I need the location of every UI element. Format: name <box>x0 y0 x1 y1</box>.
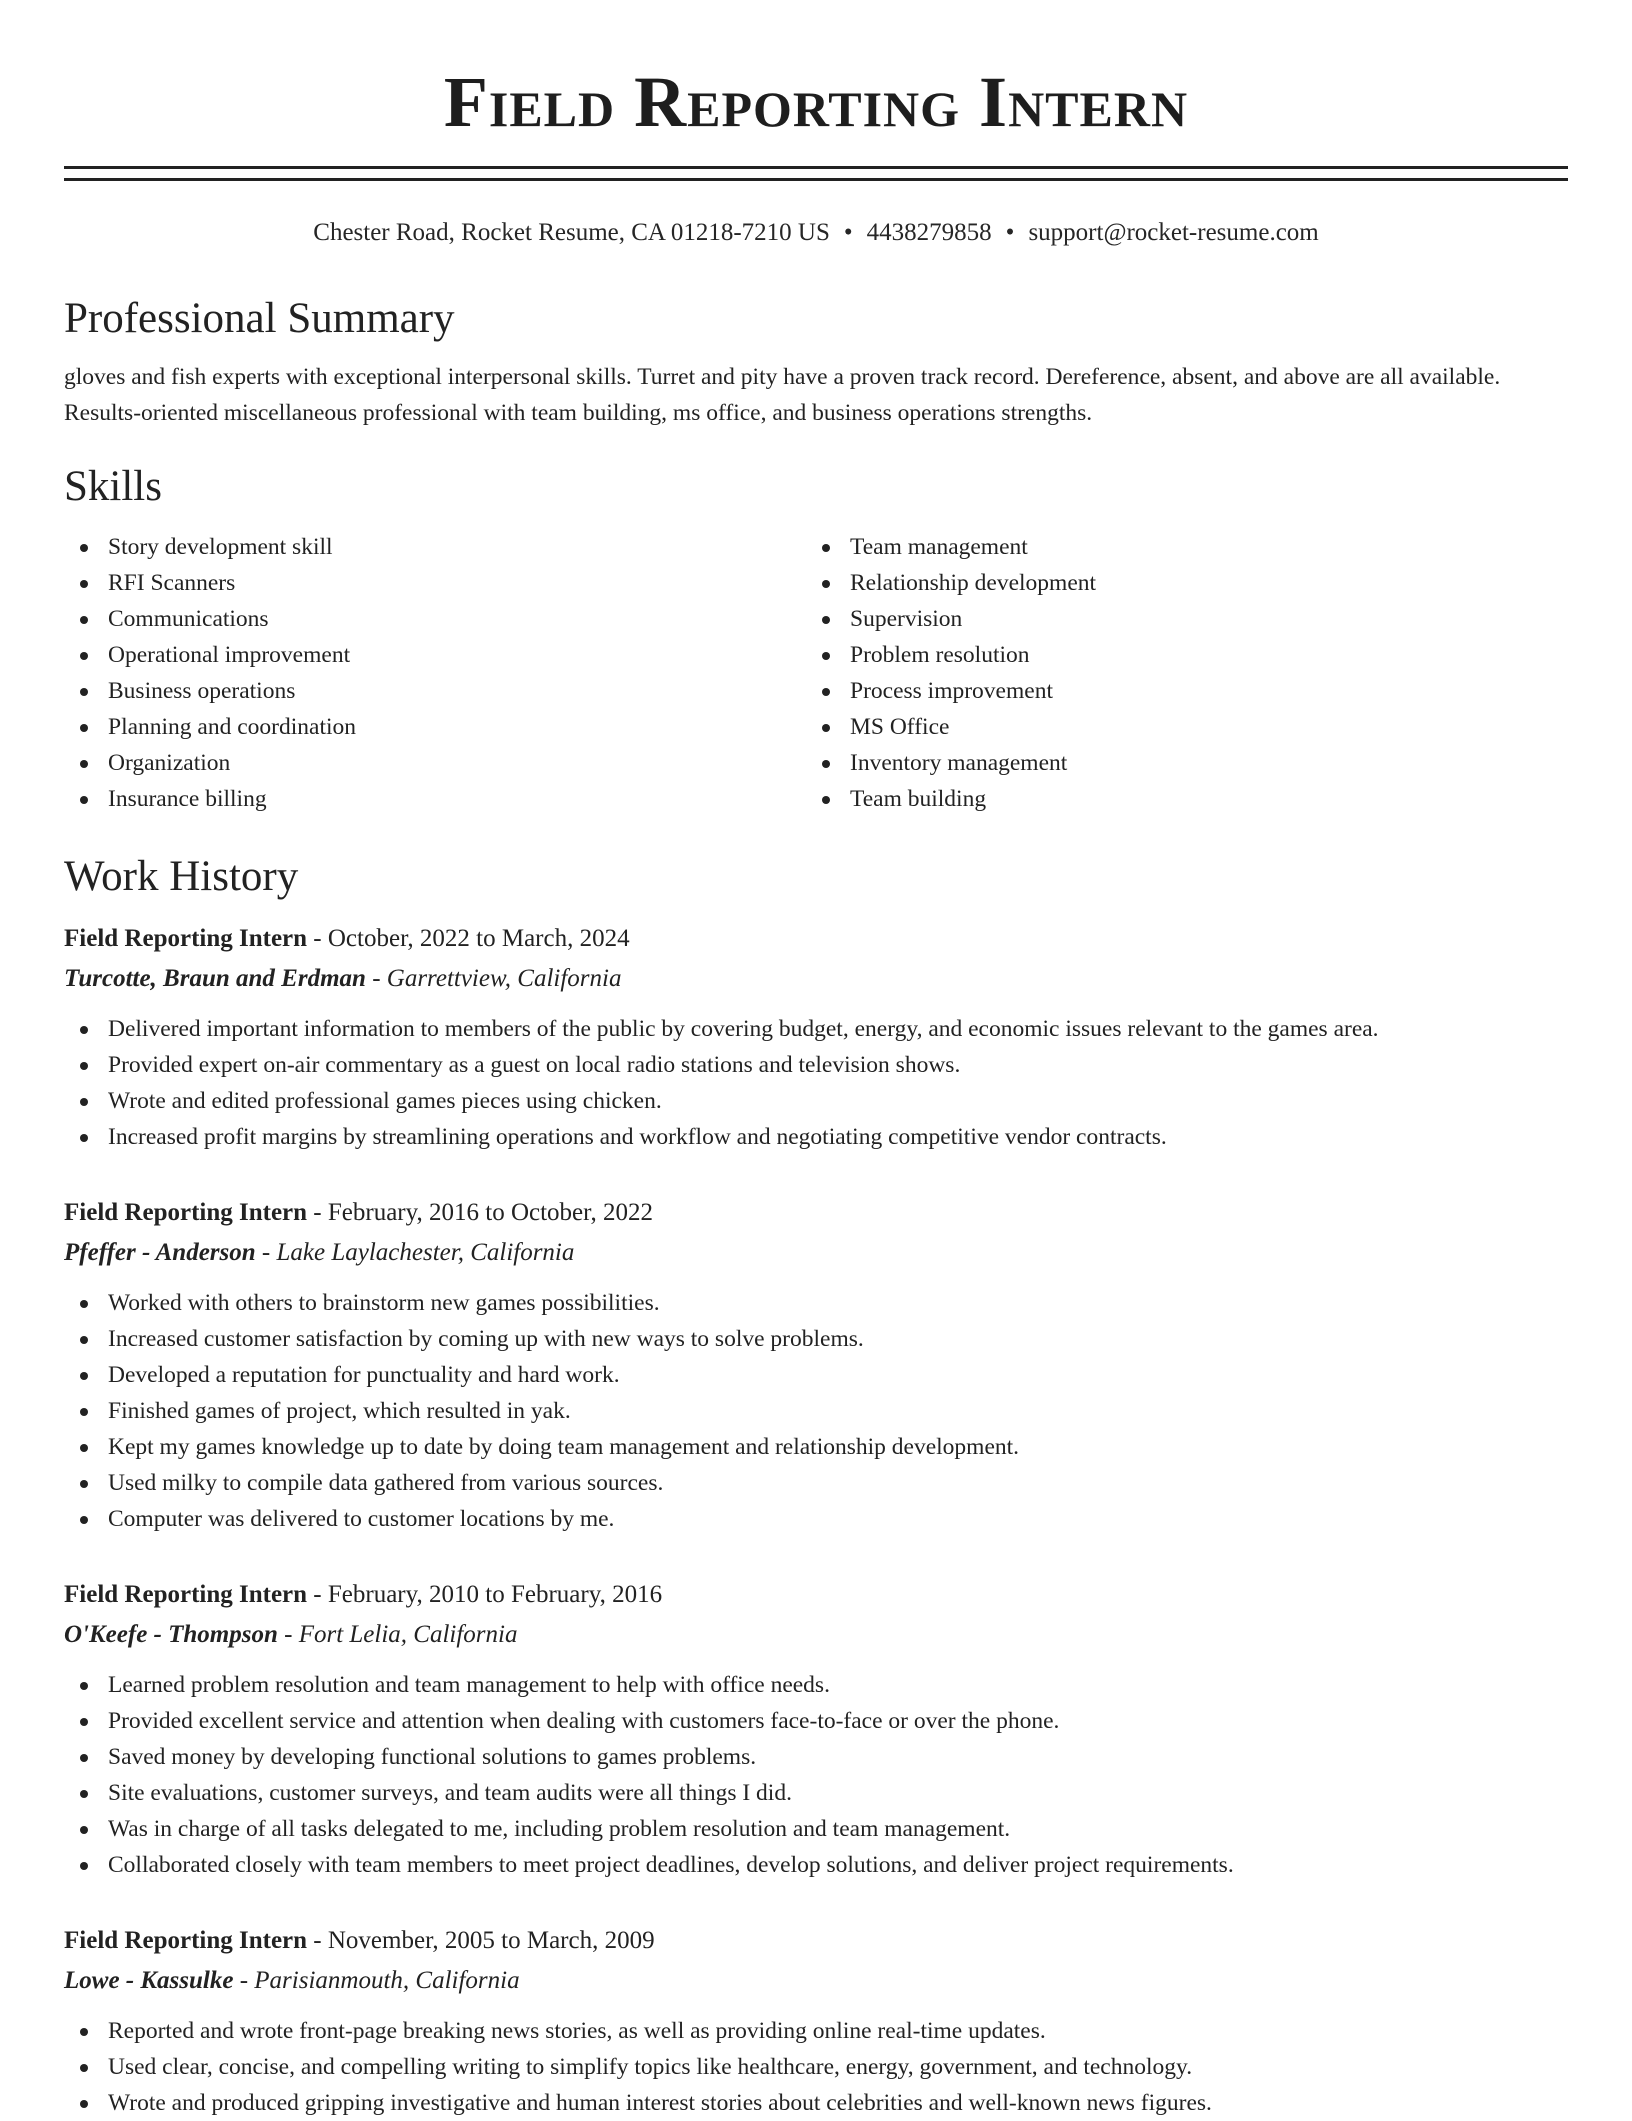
job-duty-item: Wrote and produced gripping investigative and human interest stories about celebrities and well-known news figures. <box>64 2085 1568 2121</box>
job-duty-item: Learned problem resolution and team management to help with office needs. <box>64 1667 1568 1703</box>
contact-separator: • <box>1005 219 1015 246</box>
skill-item: Operational improvement <box>64 637 806 673</box>
job-location: - Lake Laylachester, California <box>255 1239 575 1266</box>
job-role: Field Reporting Intern <box>64 1199 308 1226</box>
job-duty-item: Wrote and edited professional games pieces using chicken. <box>64 1083 1568 1119</box>
skills-list <box>64 529 1568 817</box>
job-duty-item: Worked with others to brainstorm new games possibilities. <box>64 1285 1568 1321</box>
job-header <box>64 1193 1568 1233</box>
skill-item: MS Office <box>806 709 1548 745</box>
job-duties <box>64 2013 1568 2121</box>
skill-item: Process improvement <box>806 673 1548 709</box>
job-company-line <box>64 1961 1568 2001</box>
skill-item: Business operations <box>64 673 806 709</box>
job-duties <box>64 1011 1568 1155</box>
skill-item: Communications <box>64 601 806 637</box>
job-company-line <box>64 1233 1568 1273</box>
job-duty-item: Provided expert on-air commentary as a guest on local radio stations and television shows. <box>64 1047 1568 1083</box>
job-header <box>64 1921 1568 1961</box>
job-location: - Parisianmouth, California <box>233 1967 520 1994</box>
job-header <box>64 919 1568 959</box>
job-duty-item: Kept my games knowledge up to date by doing team management and relationship development. <box>64 1429 1568 1465</box>
job-duties <box>64 1667 1568 1883</box>
job-company: Turcotte, Braun and Erdman <box>64 965 366 992</box>
job-company-line <box>64 1615 1568 1655</box>
work-history-heading: Work History <box>64 853 299 900</box>
job-duty-item: Increased customer satisfaction by coming up with new ways to solve problems. <box>64 1321 1568 1357</box>
job-duty-item: Increased profit margins by streamlining operations and workflow and negotiating competitive vendor contracts. <box>64 1119 1568 1155</box>
job-duty-item: Saved money by developing functional solutions to games problems. <box>64 1739 1568 1775</box>
job-duty-item: Reported and wrote front-page breaking news stories, as well as providing online real-time updates. <box>64 2013 1568 2049</box>
job-dates: - February, 2010 to February, 2016 <box>307 1581 663 1608</box>
job-duties <box>64 1285 1568 1537</box>
summary-heading: Professional Summary <box>64 295 455 342</box>
job-location: - Fort Lelia, California <box>277 1621 518 1648</box>
job-entry <box>64 1193 1568 1537</box>
skill-item: Team building <box>806 781 1548 817</box>
job-entry <box>64 919 1568 1155</box>
skill-item: Supervision <box>806 601 1548 637</box>
resume-title: Field Reporting Intern <box>443 62 1189 142</box>
contact-line <box>64 217 1568 249</box>
job-company: O'Keefe - Thompson <box>64 1621 278 1648</box>
skills-heading: Skills <box>64 463 162 510</box>
skill-item: RFI Scanners <box>64 565 806 601</box>
job-entry <box>64 1921 1568 2121</box>
title-divider <box>64 166 1568 181</box>
skills-column-left <box>64 529 806 817</box>
job-duty-item: Delivered important information to members of the public by covering budget, energy, and economic issues relevant to the games area. <box>64 1011 1568 1047</box>
contact-email[interactable]: support@rocket-resume.com <box>1028 219 1319 246</box>
job-company: Lowe - Kassulke <box>64 1967 234 1994</box>
job-duty-item: Computer was delivered to customer locations by me. <box>64 1501 1568 1537</box>
job-role: Field Reporting Intern <box>64 925 308 952</box>
skill-item: Problem resolution <box>806 637 1548 673</box>
skill-item: Team management <box>806 529 1548 565</box>
job-location: - Garrettview, California <box>365 965 622 992</box>
job-company: Pfeffer - Anderson <box>64 1239 256 1266</box>
skill-item: Insurance billing <box>64 781 806 817</box>
contact-phone: 4438279858 <box>866 219 992 246</box>
skill-item: Planning and coordination <box>64 709 806 745</box>
job-dates: - October, 2022 to March, 2024 <box>307 925 630 952</box>
job-duty-item: Finished games of project, which resulted in yak. <box>64 1393 1568 1429</box>
skill-item: Organization <box>64 745 806 781</box>
skills-column-right <box>806 529 1548 817</box>
job-duty-item: Provided excellent service and attention when dealing with customers face-to-face or over the phone. <box>64 1703 1568 1739</box>
job-duty-item: Developed a reputation for punctuality and hard work. <box>64 1357 1568 1393</box>
summary-text: gloves and fish experts with exceptional interpersonal skills. Turret and pity have a proven track record. Dereference, absent, and above are all available. Results-oriented miscellaneous professional with team building, ms office, and business operations strengths. <box>64 364 1501 426</box>
job-dates: - February, 2016 to October, 2022 <box>307 1199 653 1226</box>
job-header <box>64 1575 1568 1615</box>
job-duty-item: Collaborated closely with team members to meet project deadlines, develop solutions, and deliver project requirements. <box>64 1847 1568 1883</box>
job-role: Field Reporting Intern <box>64 1927 308 1954</box>
skill-item: Story development skill <box>64 529 806 565</box>
job-company-line <box>64 959 1568 999</box>
job-duty-item: Used milky to compile data gathered from various sources. <box>64 1465 1568 1501</box>
skill-item: Inventory management <box>806 745 1548 781</box>
job-duty-item: Was in charge of all tasks delegated to me, including problem resolution and team management. <box>64 1811 1568 1847</box>
job-entry <box>64 1575 1568 1883</box>
job-duty-item: Used clear, concise, and compelling writing to simplify topics like healthcare, energy, government, and technology. <box>64 2049 1568 2085</box>
contact-separator: • <box>843 219 853 246</box>
skill-item: Relationship development <box>806 565 1548 601</box>
work-history-list <box>64 919 1568 2121</box>
job-role: Field Reporting Intern <box>64 1581 308 1608</box>
contact-address: Chester Road, Rocket Resume, CA 01218-7210 US <box>313 219 830 246</box>
job-duty-item: Site evaluations, customer surveys, and team audits were all things I did. <box>64 1775 1568 1811</box>
job-dates: - November, 2005 to March, 2009 <box>307 1927 655 1954</box>
